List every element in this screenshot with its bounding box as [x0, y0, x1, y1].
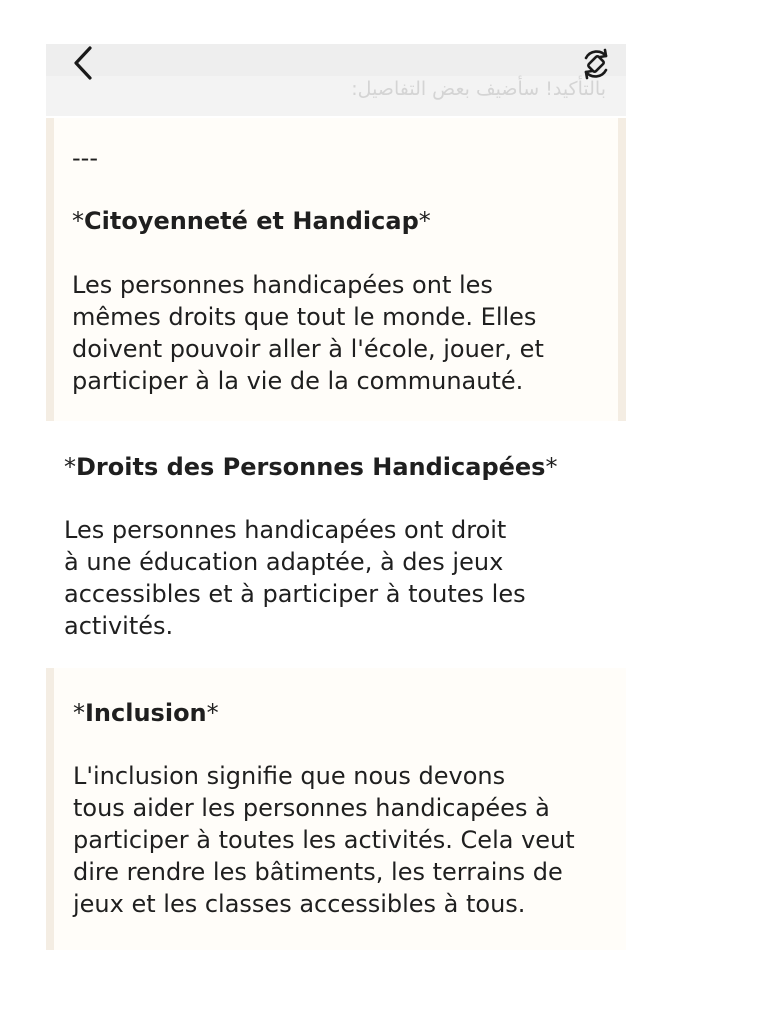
section-heading-inclusion: *Inclusion*	[73, 699, 219, 727]
faded-message-preview: بالتأكيد! سأضيف بعض التفاصيل:	[351, 78, 606, 100]
message-card-inclusion	[46, 668, 626, 950]
section-heading-rights: *Droits des Personnes Handicapées*	[64, 453, 558, 481]
chevron-left-icon	[66, 44, 100, 84]
section-body-inclusion: L'inclusion signifie que nous devons tous aider les personnes handicapées à participer à toutes les activités. Cela veut dire rendre les bâtiments, les terrains de jeux et les classes accessibles à tous.	[73, 762, 575, 918]
card-border-left	[46, 668, 54, 950]
toolbar-strip	[46, 44, 626, 76]
message-card-citizenship	[46, 118, 626, 421]
top-toolbar	[46, 44, 626, 116]
section-heading-citizenship: *Citoyenneté et Handicap*	[72, 207, 431, 235]
card-border-left	[46, 118, 54, 421]
section-body-rights: Les personnes handicapées ont droit à une éducation adaptée, à des jeux accessibles et à participer à toutes les activités.	[64, 516, 526, 640]
screen-rotate-icon	[578, 46, 614, 82]
card-border-right	[618, 118, 626, 421]
separator-text: ---	[72, 144, 98, 172]
back-button[interactable]	[66, 44, 100, 84]
section-body-citizenship: Les personnes handicapées ont les mêmes droits que tout le monde. Elles doivent pouvoir aller à l'école, jouer, et participer à la vie de la communauté.	[72, 271, 544, 395]
rotate-screen-button[interactable]	[578, 46, 614, 82]
